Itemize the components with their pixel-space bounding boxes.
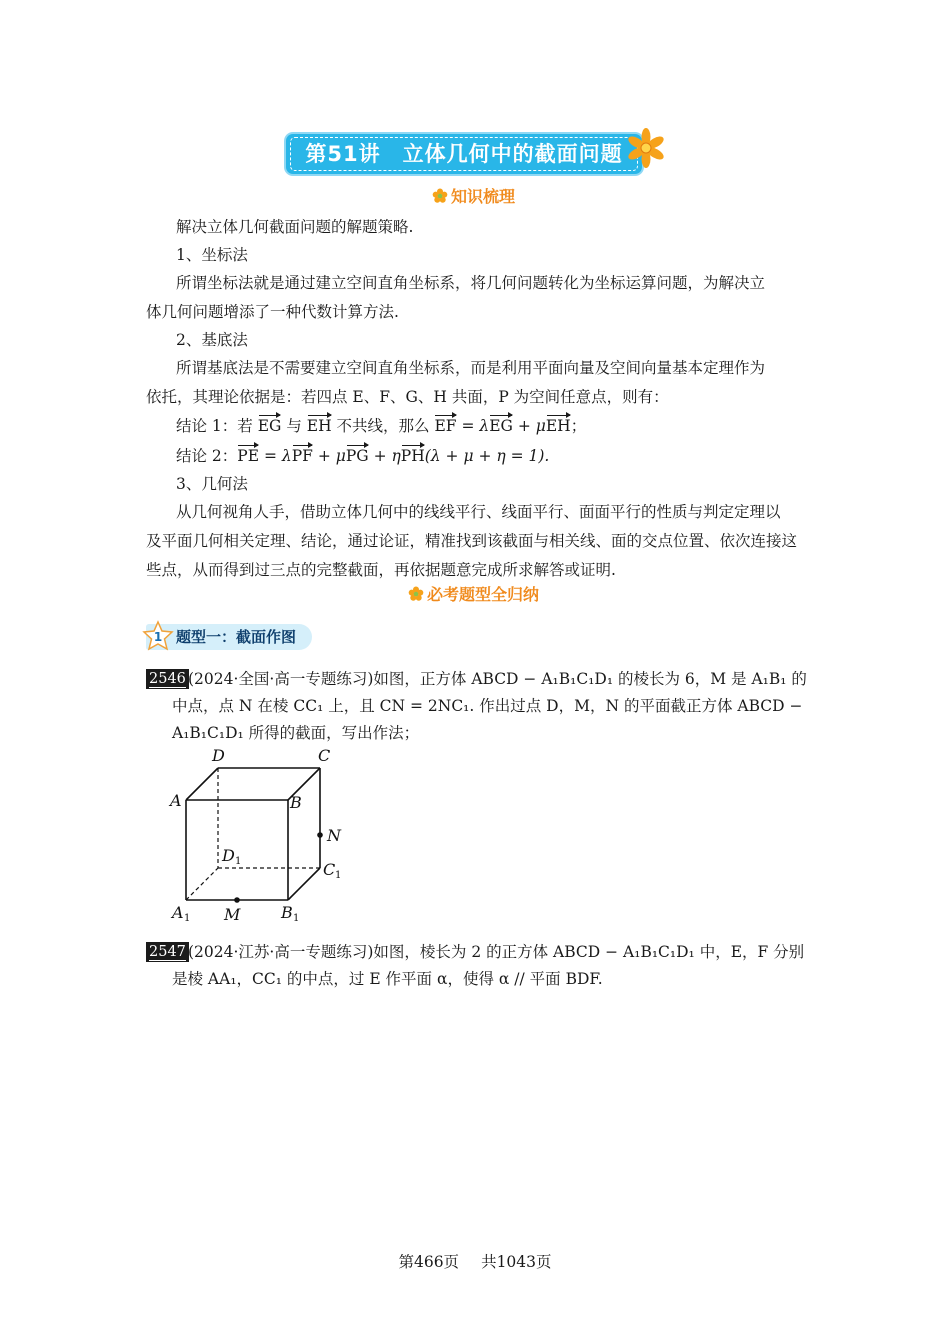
type-label: 题型一：截面作图 — [176, 628, 297, 646]
label-a1: A — [172, 903, 184, 922]
vector-eh: EH — [306, 417, 332, 435]
label-m: M — [224, 905, 241, 924]
label-b: B — [290, 793, 302, 812]
small-flower-icon — [432, 188, 448, 204]
problem-number-2547 — [146, 942, 189, 962]
vector-pe: PE — [237, 447, 260, 465]
sub-b1: 1 — [293, 913, 300, 924]
label-a: A — [170, 791, 182, 810]
intro-text: 解决立体几何截面问题的解题策略. — [176, 218, 414, 236]
c1-mid4: + μ — [512, 417, 546, 435]
method2-line2: 依托，其理论依据是：若四点 E、F、G、H 共面，P 为空间任意点，则有： — [146, 388, 669, 406]
type-tag — [146, 624, 312, 650]
vector-pg: PG — [345, 447, 369, 465]
page-number: 第466页 — [398, 1253, 460, 1271]
problem1-line3: A₁B₁C₁D₁ 所得的截面，写出作法； — [172, 724, 420, 742]
c1-end: ； — [570, 417, 587, 435]
types-header-text: 必考题型全归纳 — [427, 585, 540, 604]
page-footer — [0, 1250, 950, 1272]
vector-ef: EF — [434, 417, 457, 435]
type-number: 1 — [153, 630, 163, 644]
c2-mid3: + η — [368, 447, 401, 465]
c1-mid3: = λ — [456, 417, 490, 435]
label-c: C — [318, 746, 331, 765]
c1-prefix: 结论 1：若 — [176, 417, 258, 435]
edge-a1d1-hidden — [186, 868, 218, 900]
c1-mid1: 与 — [281, 417, 307, 435]
method1-title: 1、坐标法 — [176, 246, 248, 264]
label-d1: D — [222, 846, 235, 865]
conclusion-2 — [176, 446, 549, 466]
method1-line1: 所谓坐标法就是通过建立空间直角坐标系，将几何问题转化为坐标运算问题，为解决立 — [176, 274, 766, 292]
problem1-line2: 中点，点 N 在棱 CC₁ 上，且 CN = 2NC₁. 作出过点 D，M，N 的平面截正方体 ABCD − — [172, 697, 803, 715]
problem1-line1: (2024·全国·高一专题练习)如图，正方体 ABCD − A₁B₁C₁D₁ 的棱长为 6，M 是 A₁B₁ 的 — [188, 670, 807, 688]
star-number-icon — [142, 620, 174, 652]
title-banner — [286, 134, 642, 174]
sub-a1: 1 — [184, 913, 191, 924]
method3-title: 3、几何法 — [176, 475, 248, 493]
edge-ad — [186, 768, 218, 800]
c2-end: (λ + μ + η = 1). — [424, 447, 550, 465]
vector-eg-2: EG — [489, 417, 513, 435]
method3-line3: 些点，从而得到过三点的完整截面，再依据题意完成所求解答或证明. — [146, 561, 616, 579]
problem-number-text: 2546 — [149, 671, 186, 687]
cube-figure — [160, 744, 360, 928]
edge-b1c1 — [288, 868, 320, 900]
label-c1: C — [323, 860, 336, 879]
label-b1: B — [281, 903, 293, 922]
page-title: 第51讲 立体几何中的截面问题 — [305, 142, 623, 166]
label-d: D — [212, 746, 225, 765]
types-header — [408, 584, 539, 606]
method3-line1: 从几何视角人手，借助立体几何中的线线平行、线面平行、面面平行的性质与判定定理以 — [176, 503, 781, 521]
sub-d1: 1 — [235, 856, 242, 867]
conclusion-1 — [176, 416, 586, 436]
problem2-line1: (2024·江苏·高一专题练习)如图，棱长为 2 的正方体 ABCD − A₁B₁C₁D₁ 中，E，F 分别 — [188, 943, 805, 961]
sub-c1: 1 — [335, 870, 342, 881]
method1-line2: 体几何问题增添了一种代数计算方法. — [146, 303, 399, 321]
c2-mid2: + μ — [312, 447, 346, 465]
vector-eg: EG — [257, 417, 282, 435]
vector-ph: PH — [400, 447, 425, 465]
problem-number-text: 2547 — [149, 944, 186, 960]
method2-line1: 所谓基底法是不需要建立空间直角坐标系，而是利用平面向量及空间向量基本定理作为 — [176, 359, 766, 377]
method2-title: 2、基底法 — [176, 331, 248, 349]
problem-number-2546 — [146, 669, 189, 689]
knowledge-header-text: 知识梳理 — [451, 187, 516, 206]
vector-eh-2: EH — [545, 417, 571, 435]
vector-pf: PF — [291, 447, 313, 465]
label-n: N — [327, 826, 341, 845]
c2-prefix: 结论 2： — [176, 447, 238, 465]
method3-line2: 及平面几何相关定理、结论，通过论证，精准找到该截面与相关线、面的交点位置、依次连接这 — [146, 532, 798, 550]
point-m — [234, 897, 240, 903]
flower-icon — [626, 128, 666, 168]
point-n — [317, 832, 323, 838]
small-flower-icon — [408, 586, 424, 602]
page-total: 共1043页 — [481, 1253, 552, 1271]
c1-mid2: 不共线，那么 — [331, 417, 435, 435]
knowledge-header — [432, 186, 515, 208]
c2-mid1: = λ — [259, 447, 292, 465]
problem2-line2: 是棱 AA₁，CC₁ 的中点，过 E 作平面 α，使得 α // 平面 BDF. — [172, 970, 603, 988]
